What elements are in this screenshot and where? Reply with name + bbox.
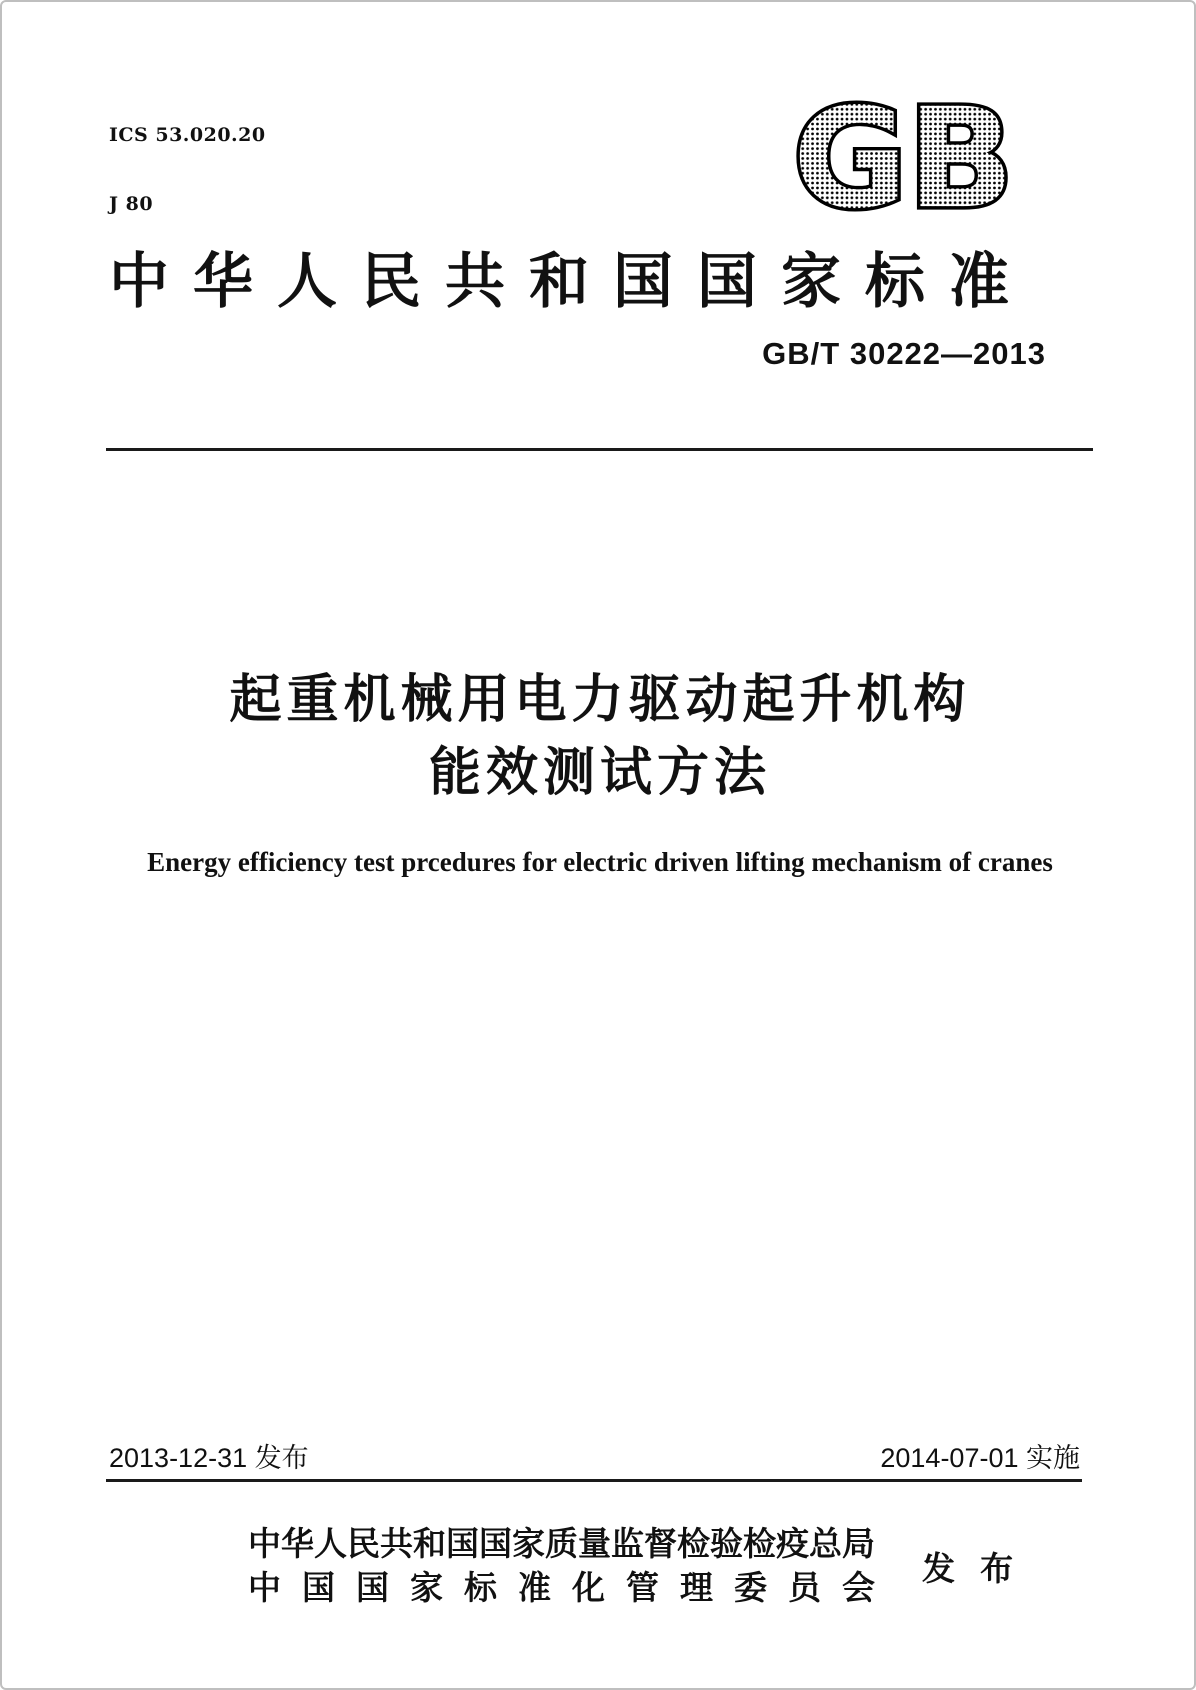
publish-label: 发 布 <box>922 1549 1022 1587</box>
gb-logo-letters: GB <box>792 97 1015 215</box>
bottom-horizontal-rule <box>106 1479 1082 1482</box>
gb-logo-icon <box>785 97 1022 215</box>
standard-number: GB/T 30222—2013 <box>762 336 1046 371</box>
classification-code: J 80 <box>109 193 154 215</box>
ics-classification-block <box>109 78 266 262</box>
issuer-block <box>248 1522 1021 1610</box>
issue-date: 2013-12-31 发布 <box>109 1443 309 1473</box>
national-standard-heading: 中华人民共和国国家标准 <box>109 247 1033 317</box>
issuer-names <box>248 1522 896 1610</box>
standard-title-cn-line2: 能效测试方法 <box>428 744 771 802</box>
top-horizontal-rule <box>106 448 1093 451</box>
issuer-name-sac: 中国国家标准化管理委员会 <box>248 1569 896 1606</box>
implementation-date: 2014-07-01 实施 <box>880 1443 1080 1473</box>
standard-title-cn <box>2 664 1196 810</box>
issuer-name-aqsiq: 中华人民共和国国家质量监督检验检疫总局 <box>248 1525 875 1562</box>
ics-code: ICS 53.020.20 <box>109 124 266 146</box>
standard-title-cn-line1: 起重机械用电力驱动起升机构 <box>229 671 971 729</box>
standard-title-en: Energy efficiency test prcedures for electric driven lifting mechanism of cranes <box>147 847 1053 877</box>
dates-row <box>109 1442 1080 1474</box>
